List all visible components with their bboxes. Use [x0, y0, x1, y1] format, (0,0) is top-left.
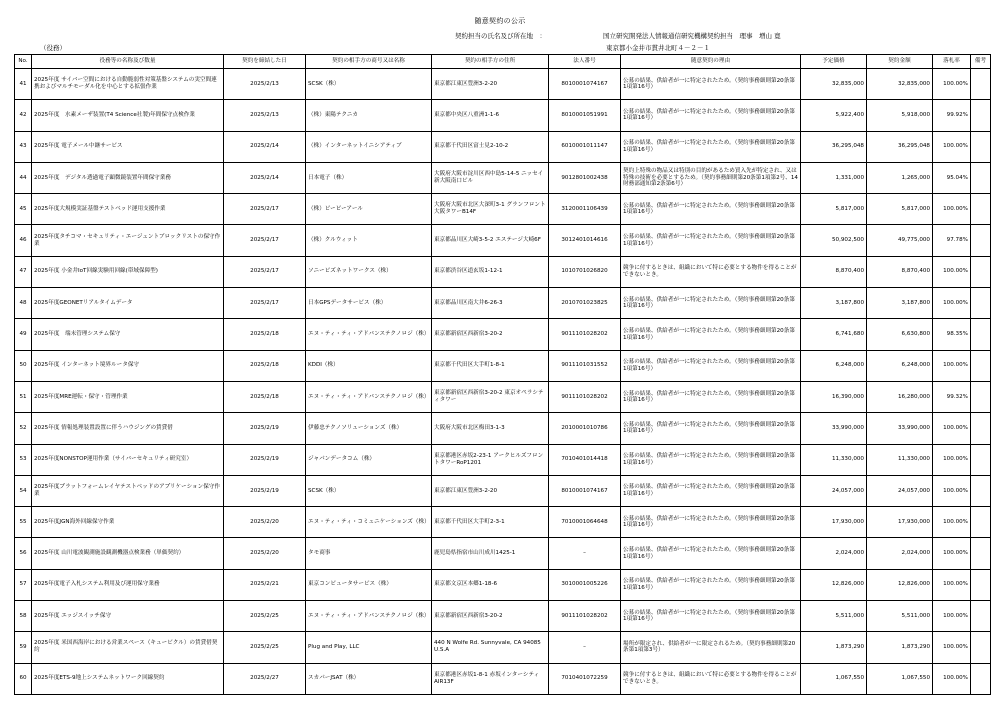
- service-name-cell: 2025年度JGN海外回線保守作業: [32, 507, 224, 538]
- corporate-number-cell: 8010001074167: [549, 475, 621, 506]
- table-row: [15, 100, 991, 131]
- table-row: [15, 601, 991, 632]
- remarks-cell: [971, 319, 991, 350]
- col-header-reason: 随意契約の理由: [621, 55, 801, 69]
- contract-amount-cell: 3,187,800: [867, 288, 933, 319]
- award-rate-cell: 100.00%: [933, 256, 971, 287]
- award-rate-cell: 100.00%: [933, 632, 971, 663]
- row-number-cell: 45: [15, 194, 32, 225]
- planned-price-cell: 1,067,550: [801, 663, 867, 694]
- contract-amount-cell: 17,930,000: [867, 507, 933, 538]
- corporate-number-cell: 9011101028202: [549, 319, 621, 350]
- corporate-number-cell: 2010701023825: [549, 288, 621, 319]
- award-rate-cell: 100.00%: [933, 288, 971, 319]
- company-address-cell: 東京都新宿区西新宿3-20-2: [432, 319, 549, 350]
- col-header-rate: 落札率: [933, 55, 971, 69]
- table-row: [15, 288, 991, 319]
- company-name-cell: Plug and Play, LLC: [306, 632, 432, 663]
- service-name-cell: 2025年度電子入札システム利用及び運用保守業務: [32, 569, 224, 600]
- company-address-cell: 東京都渋谷区道玄坂1-12-1: [432, 256, 549, 287]
- planned-price-cell: 5,511,000: [801, 601, 867, 632]
- remarks-cell: [971, 288, 991, 319]
- contract-amount-cell: 5,511,000: [867, 601, 933, 632]
- company-address-cell: 大阪府大阪市北区梅田3-1-3: [432, 413, 549, 444]
- row-number-cell: 57: [15, 569, 32, 600]
- contract-reason-cell: 公募の結果、供給者が一に特定されたため。（契約事務細則第20条第1項第16号）: [621, 475, 801, 506]
- contract-date-cell: 2025/2/13: [224, 100, 306, 131]
- remarks-cell: [971, 601, 991, 632]
- service-name-cell: 2025年度 水素メーザ装置(T4 Science社製)年間保守点検作業: [32, 100, 224, 131]
- row-number-cell: 50: [15, 350, 32, 381]
- contract-date-cell: 2025/2/14: [224, 131, 306, 162]
- planned-price-cell: 50,902,500: [801, 225, 867, 256]
- contract-reason-cell: 契約上特殊の物品又は特別の目的があるため買入先が特定され、又は特殊の技術を必要とするため。（契約事務細則第20条第1項第2号、14財務部通知第2条第6号）: [621, 162, 801, 193]
- table-row: [15, 256, 991, 287]
- planned-price-cell: 32,835,000: [801, 69, 867, 100]
- service-name-cell: 2025年度 端末管理システム保守: [32, 319, 224, 350]
- service-name-cell: 2025年度 デジタル透過電子顕微鏡装置年間保守業務: [32, 162, 224, 193]
- company-address-cell: 東京都千代田区大手町2-3-1: [432, 507, 549, 538]
- row-number-cell: 48: [15, 288, 32, 319]
- company-address-cell: 東京都新宿区西新宿3-20-2 東京オペラシティタワー: [432, 381, 549, 412]
- company-name-cell: タモ商事: [306, 538, 432, 569]
- service-name-cell: 2025年度大規模実証基盤テストベッド運用支援作業: [32, 194, 224, 225]
- remarks-cell: [971, 350, 991, 381]
- award-rate-cell: 100.00%: [933, 194, 971, 225]
- contract-date-cell: 2025/2/20: [224, 538, 306, 569]
- award-rate-cell: 100.00%: [933, 601, 971, 632]
- contract-date-cell: 2025/2/17: [224, 288, 306, 319]
- contract-reason-cell: 公募の結果、供給者が一に特定されたため。（契約事務細則第20条第1項第16号）: [621, 225, 801, 256]
- company-address-cell: 大阪府大阪市北区大深町3-1 グランフロント大阪タワーB14F: [432, 194, 549, 225]
- planned-price-cell: 12,826,000: [801, 569, 867, 600]
- contract-date-cell: 2025/2/25: [224, 632, 306, 663]
- contract-date-cell: 2025/2/18: [224, 381, 306, 412]
- service-name-cell: 2025年度 米国西海岸における営業スペース（キュービクル）の賃貸借契約: [32, 632, 224, 663]
- table-row: [15, 162, 991, 193]
- company-name-cell: エヌ・ティ・ティ・コミュニケーションズ（株）: [306, 507, 432, 538]
- contract-amount-cell: 5,817,000: [867, 194, 933, 225]
- service-name-cell: 2025年度 インターネット境界ルータ保守: [32, 350, 224, 381]
- award-rate-cell: 99.32%: [933, 381, 971, 412]
- service-name-cell: 2025年度 エッジスイッチ保守: [32, 601, 224, 632]
- contract-reason-cell: 公募の結果、供給者が一に特定されたため。（契約事務細則第20条第1項第16号）: [621, 444, 801, 475]
- row-number-cell: 59: [15, 632, 32, 663]
- col-header-contract-amount: 契約金額: [867, 55, 933, 69]
- company-name-cell: （株）東陽テクニカ: [306, 100, 432, 131]
- row-number-cell: 52: [15, 413, 32, 444]
- page-title: 随意契約の公示: [474, 17, 526, 25]
- award-rate-cell: 100.00%: [933, 663, 971, 694]
- remarks-cell: [971, 475, 991, 506]
- corporate-number-cell: 2010001010786: [549, 413, 621, 444]
- remarks-cell: [971, 194, 991, 225]
- row-number-cell: 51: [15, 381, 32, 412]
- planned-price-cell: 16,390,000: [801, 381, 867, 412]
- company-name-cell: （株）インターネットイニシアティブ: [306, 131, 432, 162]
- company-name-cell: スカパーJSAT（株）: [306, 663, 432, 694]
- row-number-cell: 41: [15, 69, 32, 100]
- company-address-cell: 東京都港区赤坂1-8-1 赤坂インターシティAIR13F: [432, 663, 549, 694]
- contract-reason-cell: 公募の結果、供給者が一に特定されたため。（契約事務細則第20条第1項第16号）: [621, 601, 801, 632]
- col-header-remarks: 備考: [971, 55, 991, 69]
- company-name-cell: エヌ・ティ・ティ・アドバンステクノロジ（株）: [306, 319, 432, 350]
- award-rate-cell: 100.00%: [933, 538, 971, 569]
- company-name-cell: SCSK（株）: [306, 69, 432, 100]
- col-header-address: 契約の相手方の住所: [432, 55, 549, 69]
- service-name-cell: 2025年度プラットフォームレイヤテストベッドのアプリケーション保守作業: [32, 475, 224, 506]
- contract-reason-cell: 公募の結果、供給者が一に特定されたため。（契約事務細則第20条第1項第16号）: [621, 69, 801, 100]
- table-row: [15, 413, 991, 444]
- row-number-cell: 53: [15, 444, 32, 475]
- corporate-number-cell: 8010001074167: [549, 69, 621, 100]
- remarks-cell: [971, 538, 991, 569]
- service-name-cell: 2025年度 電子メール中継サービス: [32, 131, 224, 162]
- award-rate-cell: 100.00%: [933, 507, 971, 538]
- service-name-cell: 2025年度 情報処理装置設置に伴うハウジングの賃貸借: [32, 413, 224, 444]
- company-name-cell: エヌ・ティ・ティ・アドバンステクノロジ（株）: [306, 601, 432, 632]
- contract-date-cell: 2025/2/13: [224, 69, 306, 100]
- planned-price-cell: 6,248,000: [801, 350, 867, 381]
- service-name-cell: 2025年度 サイバー空間における自動脆弱性対策基盤システムの実空間連携およびマルチモーダル化を中心とする拡張作業: [32, 69, 224, 100]
- contract-amount-cell: 16,280,000: [867, 381, 933, 412]
- col-header-planned-price: 予定価格: [801, 55, 867, 69]
- award-rate-cell: 97.78%: [933, 225, 971, 256]
- service-name-cell: 2025年度タチコマ・セキュリティ・エージェントブロックリストの保守作業: [32, 225, 224, 256]
- contract-date-cell: 2025/2/19: [224, 413, 306, 444]
- company-name-cell: SCSK（株）: [306, 475, 432, 506]
- contract-date-cell: 2025/2/17: [224, 194, 306, 225]
- contract-date-cell: 2025/2/19: [224, 475, 306, 506]
- corporate-number-cell: 9011101031552: [549, 350, 621, 381]
- remarks-cell: [971, 162, 991, 193]
- table-header-row: [15, 55, 991, 69]
- row-number-cell: 42: [15, 100, 32, 131]
- contract-amount-cell: 1,873,290: [867, 632, 933, 663]
- table-row: [15, 131, 991, 162]
- contract-amount-cell: 33,990,000: [867, 413, 933, 444]
- table-row: [15, 632, 991, 663]
- planned-price-cell: 24,057,000: [801, 475, 867, 506]
- company-name-cell: （株）ビーピーアール: [306, 194, 432, 225]
- contract-reason-cell: 公募の結果、供給者が一に特定されたため。（契約事務細則第20条第1項第16号）: [621, 350, 801, 381]
- contract-date-cell: 2025/2/17: [224, 256, 306, 287]
- company-name-cell: KDDI（株）: [306, 350, 432, 381]
- col-header-name: 役務等の名称及び数量: [32, 55, 224, 69]
- company-address-cell: 東京都千代田区大手町1-8-1: [432, 350, 549, 381]
- remarks-cell: [971, 225, 991, 256]
- contract-amount-cell: 6,630,800: [867, 319, 933, 350]
- company-address-cell: 東京都江東区豊洲3-2-20: [432, 475, 549, 506]
- planned-price-cell: 36,295,048: [801, 131, 867, 162]
- service-name-cell: 2025年度GEONETリアルタイムデータ: [32, 288, 224, 319]
- table-row: [15, 319, 991, 350]
- contract-reason-cell: 公募の結果、供給者が一に特定されたため。（契約事務細則第20条第1項第16号）: [621, 507, 801, 538]
- row-number-cell: 56: [15, 538, 32, 569]
- remarks-cell: [971, 569, 991, 600]
- contract-date-cell: 2025/2/18: [224, 350, 306, 381]
- company-address-cell: 東京都江東区豊洲3-2-20: [432, 69, 549, 100]
- company-address-cell: 東京都品川区南大井6-26-3: [432, 288, 549, 319]
- corporate-number-cell: 9011101028202: [549, 601, 621, 632]
- table-row: [15, 663, 991, 694]
- corporate-number-cell: 8010001051991: [549, 100, 621, 131]
- remarks-cell: [971, 100, 991, 131]
- contract-reason-cell: 競争に付するときは、組織において特に必要とする物件を得ることができないとき。: [621, 256, 801, 287]
- service-name-cell: 2025年度ETS-9地上システムネットワーク回線契約: [32, 663, 224, 694]
- award-rate-cell: 100.00%: [933, 413, 971, 444]
- category-note: （役務）: [40, 44, 66, 52]
- contract-amount-cell: 11,330,000: [867, 444, 933, 475]
- contract-reason-cell: 場所が限定され、供給者が一に限定されるため。（契約事務細則第20条第1項第3号）: [621, 632, 801, 663]
- row-number-cell: 44: [15, 162, 32, 193]
- remarks-cell: [971, 413, 991, 444]
- company-address-cell: 東京都千代田区富士見2-10-2: [432, 131, 549, 162]
- remarks-cell: [971, 444, 991, 475]
- contract-reason-cell: 公募の結果、供給者が一に特定されたため。（契約事務細則第20条第1項第16号）: [621, 319, 801, 350]
- company-address-cell: 東京都中央区八重洲1-1-6: [432, 100, 549, 131]
- company-name-cell: 伊藤忠テクノソリューションズ（株）: [306, 413, 432, 444]
- corporate-number-cell: 9012801002438: [549, 162, 621, 193]
- company-name-cell: （株）クルウィット: [306, 225, 432, 256]
- remarks-cell: [971, 507, 991, 538]
- row-number-cell: 47: [15, 256, 32, 287]
- table-row: [15, 475, 991, 506]
- corporate-number-cell: –: [549, 632, 621, 663]
- contract-date-cell: 2025/2/27: [224, 663, 306, 694]
- corporate-number-cell: 3120001106439: [549, 194, 621, 225]
- remarks-cell: [971, 131, 991, 162]
- contract-reason-cell: 公募の結果、供給者が一に特定されたため。（契約事務細則第20条第1項第16号）: [621, 288, 801, 319]
- award-rate-cell: 100.00%: [933, 569, 971, 600]
- col-header-date: 契約を締結した日: [224, 55, 306, 69]
- contracts-table: [14, 54, 991, 695]
- service-name-cell: 2025年度 小金井IoT回線実験用回線(帯域保障型): [32, 256, 224, 287]
- contract-date-cell: 2025/2/21: [224, 569, 306, 600]
- planned-price-cell: 17,930,000: [801, 507, 867, 538]
- table-body: [15, 69, 991, 695]
- contract-amount-cell: 32,835,000: [867, 69, 933, 100]
- contract-reason-cell: 公募の結果、供給者が一に特定されたため。（契約事務細則第20条第1項第16号）: [621, 381, 801, 412]
- contract-amount-cell: 24,057,000: [867, 475, 933, 506]
- award-rate-cell: 98.35%: [933, 319, 971, 350]
- row-number-cell: 60: [15, 663, 32, 694]
- award-rate-cell: 95.04%: [933, 162, 971, 193]
- officer-address: 東京都小金井市貫井北町４－２－１: [606, 44, 710, 52]
- contract-date-cell: 2025/2/25: [224, 601, 306, 632]
- company-name-cell: 日本電子（株）: [306, 162, 432, 193]
- planned-price-cell: 33,990,000: [801, 413, 867, 444]
- contract-reason-cell: 公募の結果、供給者が一に特定されたため。（契約事務細則第20条第1項第16号）: [621, 569, 801, 600]
- table-row: [15, 350, 991, 381]
- table-row: [15, 381, 991, 412]
- contract-reason-cell: 公募の結果、供給者が一に特定されたため。（契約事務細則第20条第1項第16号）: [621, 131, 801, 162]
- company-address-cell: 大阪府大阪市淀川区西中島5-14-5 ニッセイ新大阪南口ビル: [432, 162, 549, 193]
- contract-date-cell: 2025/2/20: [224, 507, 306, 538]
- contract-amount-cell: 36,295,048: [867, 131, 933, 162]
- table-row: [15, 538, 991, 569]
- service-name-cell: 2025年度 山川電波観測施設観測機器点検業務（単価契約）: [32, 538, 224, 569]
- table-row: [15, 69, 991, 100]
- company-name-cell: エヌ・ティ・ティ・アドバンステクノロジ（株）: [306, 381, 432, 412]
- planned-price-cell: 2,024,000: [801, 538, 867, 569]
- contract-date-cell: 2025/2/14: [224, 162, 306, 193]
- corporate-number-cell: –: [549, 538, 621, 569]
- contract-amount-cell: 2,024,000: [867, 538, 933, 569]
- col-header-corp-no: 法人番号: [549, 55, 621, 69]
- col-header-company: 契約の相手方の商号又は名称: [306, 55, 432, 69]
- company-address-cell: 東京都文京区本郷1-18-6: [432, 569, 549, 600]
- contract-amount-cell: 12,826,000: [867, 569, 933, 600]
- company-address-cell: 鹿児島県指宿市山川成川1425-1: [432, 538, 549, 569]
- planned-price-cell: 8,870,400: [801, 256, 867, 287]
- planned-price-cell: 5,817,000: [801, 194, 867, 225]
- award-rate-cell: 100.00%: [933, 444, 971, 475]
- contract-date-cell: 2025/2/17: [224, 225, 306, 256]
- remarks-cell: [971, 69, 991, 100]
- corporate-number-cell: 7010401072259: [549, 663, 621, 694]
- contract-amount-cell: 1,265,000: [867, 162, 933, 193]
- table-row: [15, 507, 991, 538]
- contract-amount-cell: 49,775,000: [867, 225, 933, 256]
- col-header-no: No.: [15, 55, 32, 69]
- table-row: [15, 225, 991, 256]
- contract-amount-cell: 1,067,550: [867, 663, 933, 694]
- row-number-cell: 58: [15, 601, 32, 632]
- contract-reason-cell: 競争に付するときは、組織において特に必要とする物件を得ることができないとき。: [621, 663, 801, 694]
- award-rate-cell: 99.92%: [933, 100, 971, 131]
- contract-amount-cell: 6,248,000: [867, 350, 933, 381]
- company-address-cell: 東京都新宿区西新宿3-20-2: [432, 601, 549, 632]
- contract-officer-value: 国立研究開発法人情報通信研究機構契約担当 理事 増山 寛: [603, 32, 781, 40]
- contract-amount-cell: 8,870,400: [867, 256, 933, 287]
- company-name-cell: 日本GPSデータサービス（株）: [306, 288, 432, 319]
- contract-date-cell: 2025/2/19: [224, 444, 306, 475]
- company-address-cell: 東京都港区赤坂2-23-1 アークヒルズフロントタワーRoP1201: [432, 444, 549, 475]
- remarks-cell: [971, 663, 991, 694]
- table-row: [15, 194, 991, 225]
- award-rate-cell: 100.00%: [933, 475, 971, 506]
- row-number-cell: 43: [15, 131, 32, 162]
- contract-reason-cell: 公募の結果、供給者が一に特定されたため。（契約事務細則第20条第1項第16号）: [621, 413, 801, 444]
- company-name-cell: 東京コンピュータサービス（株）: [306, 569, 432, 600]
- planned-price-cell: 6,741,680: [801, 319, 867, 350]
- corporate-number-cell: 6010001011147: [549, 131, 621, 162]
- remarks-cell: [971, 381, 991, 412]
- planned-price-cell: 11,330,000: [801, 444, 867, 475]
- corporate-number-cell: 1010701026820: [549, 256, 621, 287]
- award-rate-cell: 100.00%: [933, 69, 971, 100]
- planned-price-cell: 1,331,000: [801, 162, 867, 193]
- remarks-cell: [971, 632, 991, 663]
- company-address-cell: 東京都品川区大崎3-5-2 エステージ大崎6F: [432, 225, 549, 256]
- row-number-cell: 49: [15, 319, 32, 350]
- corporate-number-cell: 3012401014616: [549, 225, 621, 256]
- planned-price-cell: 3,187,800: [801, 288, 867, 319]
- company-address-cell: 440 N Wolfe Rd. Sunnyvale, CA 94085 U.S.A: [432, 632, 549, 663]
- table-row: [15, 444, 991, 475]
- row-number-cell: 55: [15, 507, 32, 538]
- company-name-cell: ジャパンデータコム（株）: [306, 444, 432, 475]
- corporate-number-cell: 7010401014418: [549, 444, 621, 475]
- planned-price-cell: 1,873,290: [801, 632, 867, 663]
- award-rate-cell: 100.00%: [933, 131, 971, 162]
- service-name-cell: 2025年度NONSTOP運用作業（サイバーセキュリティ研究室）: [32, 444, 224, 475]
- contract-reason-cell: 公募の結果、供給者が一に特定されたため。（契約事務細則第20条第1項第16号）: [621, 100, 801, 131]
- corporate-number-cell: 9011101028202: [549, 381, 621, 412]
- service-name-cell: 2025年度MRE運転・保守・管理作業: [32, 381, 224, 412]
- award-rate-cell: 100.00%: [933, 350, 971, 381]
- remarks-cell: [971, 256, 991, 287]
- row-number-cell: 46: [15, 225, 32, 256]
- corporate-number-cell: 7010001064648: [549, 507, 621, 538]
- row-number-cell: 54: [15, 475, 32, 506]
- planned-price-cell: 5,922,400: [801, 100, 867, 131]
- table-row: [15, 569, 991, 600]
- contract-reason-cell: 公募の結果、供給者が一に特定されたため。（契約事務細則第20条第1項第16号）: [621, 194, 801, 225]
- corporate-number-cell: 3010001005226: [549, 569, 621, 600]
- company-name-cell: ソニービズネットワークス（株）: [306, 256, 432, 287]
- contract-officer-label: 契約担当の氏名及び所在地 ：: [455, 32, 546, 40]
- contract-reason-cell: 公募の結果、供給者が一に特定されたため。（契約事務細則第20条第1項第16号）: [621, 538, 801, 569]
- contract-amount-cell: 5,918,000: [867, 100, 933, 131]
- contract-date-cell: 2025/2/18: [224, 319, 306, 350]
